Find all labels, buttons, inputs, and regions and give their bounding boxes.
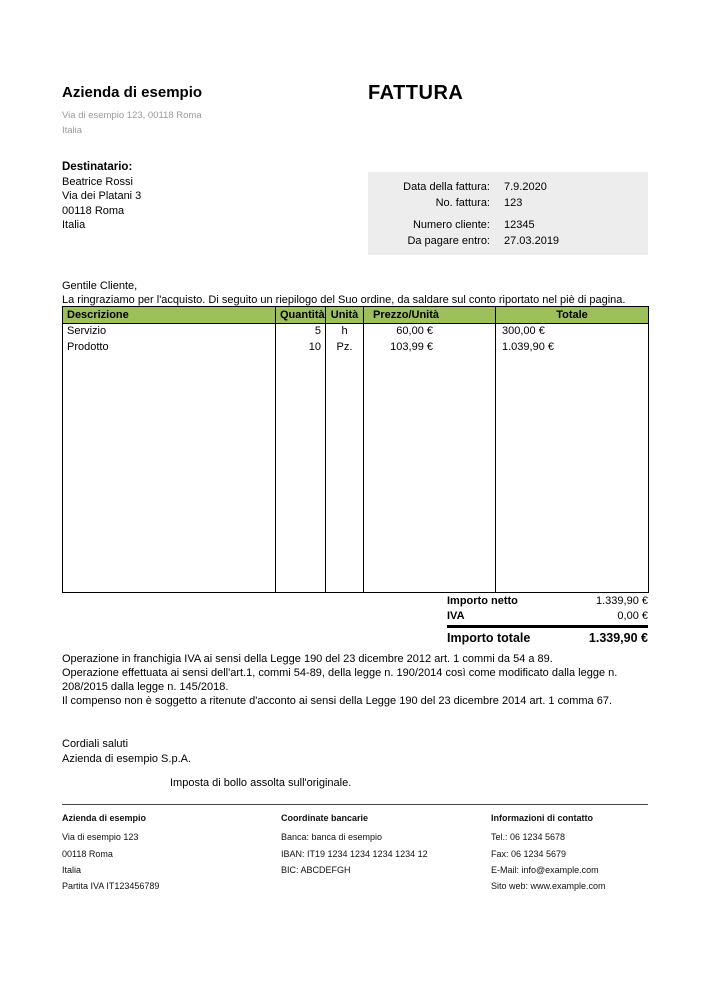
recipient-block bbox=[62, 160, 141, 233]
recipient-country: Italia bbox=[62, 219, 86, 231]
item-unit: h bbox=[326, 324, 364, 340]
footer-company-column bbox=[62, 810, 267, 894]
footer-bank-line: IBAN: IT19 1234 1234 1234 1234 12 bbox=[281, 848, 428, 859]
table-empty-filler-row bbox=[63, 356, 649, 593]
footer-contact-line: Tel.: 06 1234 5678 bbox=[491, 832, 566, 843]
legal-notes bbox=[62, 652, 656, 708]
due-date-label: Da pagare entro: bbox=[407, 235, 490, 247]
item-total: 1.039,90 € bbox=[496, 340, 649, 356]
item-description: Servizio bbox=[63, 324, 276, 340]
column-header-total: Totale bbox=[496, 307, 649, 324]
grand-total-value: 1.339,90 € bbox=[588, 631, 648, 645]
meta-row-customer-number bbox=[368, 217, 648, 233]
footer-contact-column bbox=[491, 810, 661, 894]
items-table-header-row bbox=[63, 307, 649, 324]
closing-company: Azienda di esempio S.p.A. bbox=[62, 752, 192, 765]
footer-company-line: Partita IVA IT123456789 bbox=[62, 881, 160, 892]
footer-bank-heading: Coordinate bancarie bbox=[281, 813, 369, 823]
sender-address bbox=[62, 108, 202, 138]
closing-salutation: Cordiali saluti bbox=[62, 738, 129, 750]
footer-divider bbox=[62, 804, 648, 805]
invoice-number-value: 123 bbox=[504, 197, 523, 209]
item-quantity: 10 bbox=[276, 340, 326, 356]
footer-bank-column bbox=[281, 810, 486, 878]
totals-net-row bbox=[447, 594, 648, 609]
recipient-heading: Destinatario: bbox=[62, 161, 133, 173]
items-table bbox=[62, 306, 649, 593]
totals-grand-row bbox=[447, 625, 648, 644]
greeting-salutation: Gentile Cliente, bbox=[62, 280, 138, 292]
footer-bank-line: Banca: banca di esempio bbox=[281, 832, 383, 843]
footer-company-line: Italia bbox=[62, 864, 82, 875]
footer-contact-heading: Informazioni di contatto bbox=[491, 813, 593, 823]
legal-note: Il compenso non è soggetto a ritenute d'acconto ai sensi della Legge 190 del 23 dicembre 2014 art. 1 comma 67. bbox=[62, 695, 613, 707]
table-row bbox=[63, 340, 649, 356]
legal-note: Operazione effettuata ai sensi dell'art.1, commi 54-89, della legge n. 190/2014 così come modificato dalla legge n. 208/2015 dalla legge n. 145/2018. bbox=[62, 667, 618, 693]
vat-value: 0,00 € bbox=[617, 610, 648, 622]
legal-note: Operazione in franchigia IVA ai sensi della Legge 190 del 23 dicembre 2012 art. 1 commi da 54 a 89. bbox=[62, 653, 553, 665]
sender-country: Italia bbox=[62, 125, 83, 136]
invoice-date-label: Data della fattura: bbox=[403, 181, 490, 193]
column-header-quantity: Quantità bbox=[276, 307, 326, 324]
footer-company-line: Via di esempio 123 bbox=[62, 832, 139, 843]
footer-contact-line: Fax: 06 1234 5679 bbox=[491, 848, 567, 859]
customer-number-value: 12345 bbox=[504, 219, 535, 231]
invoice-meta-box bbox=[368, 172, 648, 255]
column-header-unit: Unità bbox=[326, 307, 364, 324]
column-header-description: Descrizione bbox=[63, 307, 276, 324]
meta-row-invoice-date bbox=[368, 179, 648, 195]
column-header-unit-price: Prezzo/Unità bbox=[364, 307, 496, 324]
footer-bank-line: BIC: ABCDEFGH bbox=[281, 864, 351, 875]
recipient-street: Via dei Platani 3 bbox=[62, 190, 142, 202]
net-amount-label: Importo netto bbox=[447, 595, 518, 607]
sender-block bbox=[62, 84, 202, 138]
item-unit: Pz. bbox=[326, 340, 364, 356]
vat-label: IVA bbox=[447, 610, 465, 622]
invoice-number-label: No. fattura: bbox=[435, 197, 490, 209]
customer-number-label: Numero cliente: bbox=[412, 219, 490, 231]
item-total: 300,00 € bbox=[496, 324, 649, 340]
due-date-value: 27.03.2019 bbox=[504, 235, 560, 247]
footer-company-line: 00118 Roma bbox=[62, 848, 113, 859]
greeting-intro: La ringraziamo per l'acquisto. Di seguito un riepilogo del Suo ordine, da saldare sul conto riportato nel piè di pagina. bbox=[62, 294, 626, 306]
net-amount-value: 1.339,90 € bbox=[596, 595, 648, 607]
recipient-name: Beatrice Rossi bbox=[62, 175, 133, 188]
meta-row-invoice-number bbox=[368, 195, 648, 211]
footer-contact-line: E-Mail: info@example.com bbox=[491, 864, 599, 875]
item-unit-price: 103,99 € bbox=[364, 340, 496, 356]
stamp-duty-note: Imposta di bollo assolta sull'originale. bbox=[170, 777, 352, 789]
footer-company-heading: Azienda di esempio bbox=[62, 813, 147, 823]
greeting-block bbox=[62, 279, 662, 307]
item-description: Prodotto bbox=[63, 340, 276, 356]
sender-name: Azienda di esempio bbox=[62, 84, 203, 101]
totals-vat-row bbox=[447, 609, 648, 624]
item-quantity: 5 bbox=[276, 324, 326, 340]
invoice-date-value: 7.9.2020 bbox=[504, 181, 547, 193]
recipient-city: 00118 Roma bbox=[62, 204, 125, 217]
item-unit-price: 60,00 € bbox=[364, 324, 496, 340]
grand-total-label: Importo totale bbox=[447, 631, 531, 645]
table-row bbox=[63, 324, 649, 340]
totals-block bbox=[447, 594, 648, 644]
meta-row-due-date bbox=[368, 233, 648, 249]
document-title: FATTURA bbox=[368, 82, 464, 104]
footer-contact-line: Sito web: www.example.com bbox=[491, 881, 606, 892]
closing-block bbox=[62, 737, 191, 766]
sender-address-line: Via di esempio 123, 00118 Roma bbox=[62, 110, 202, 121]
